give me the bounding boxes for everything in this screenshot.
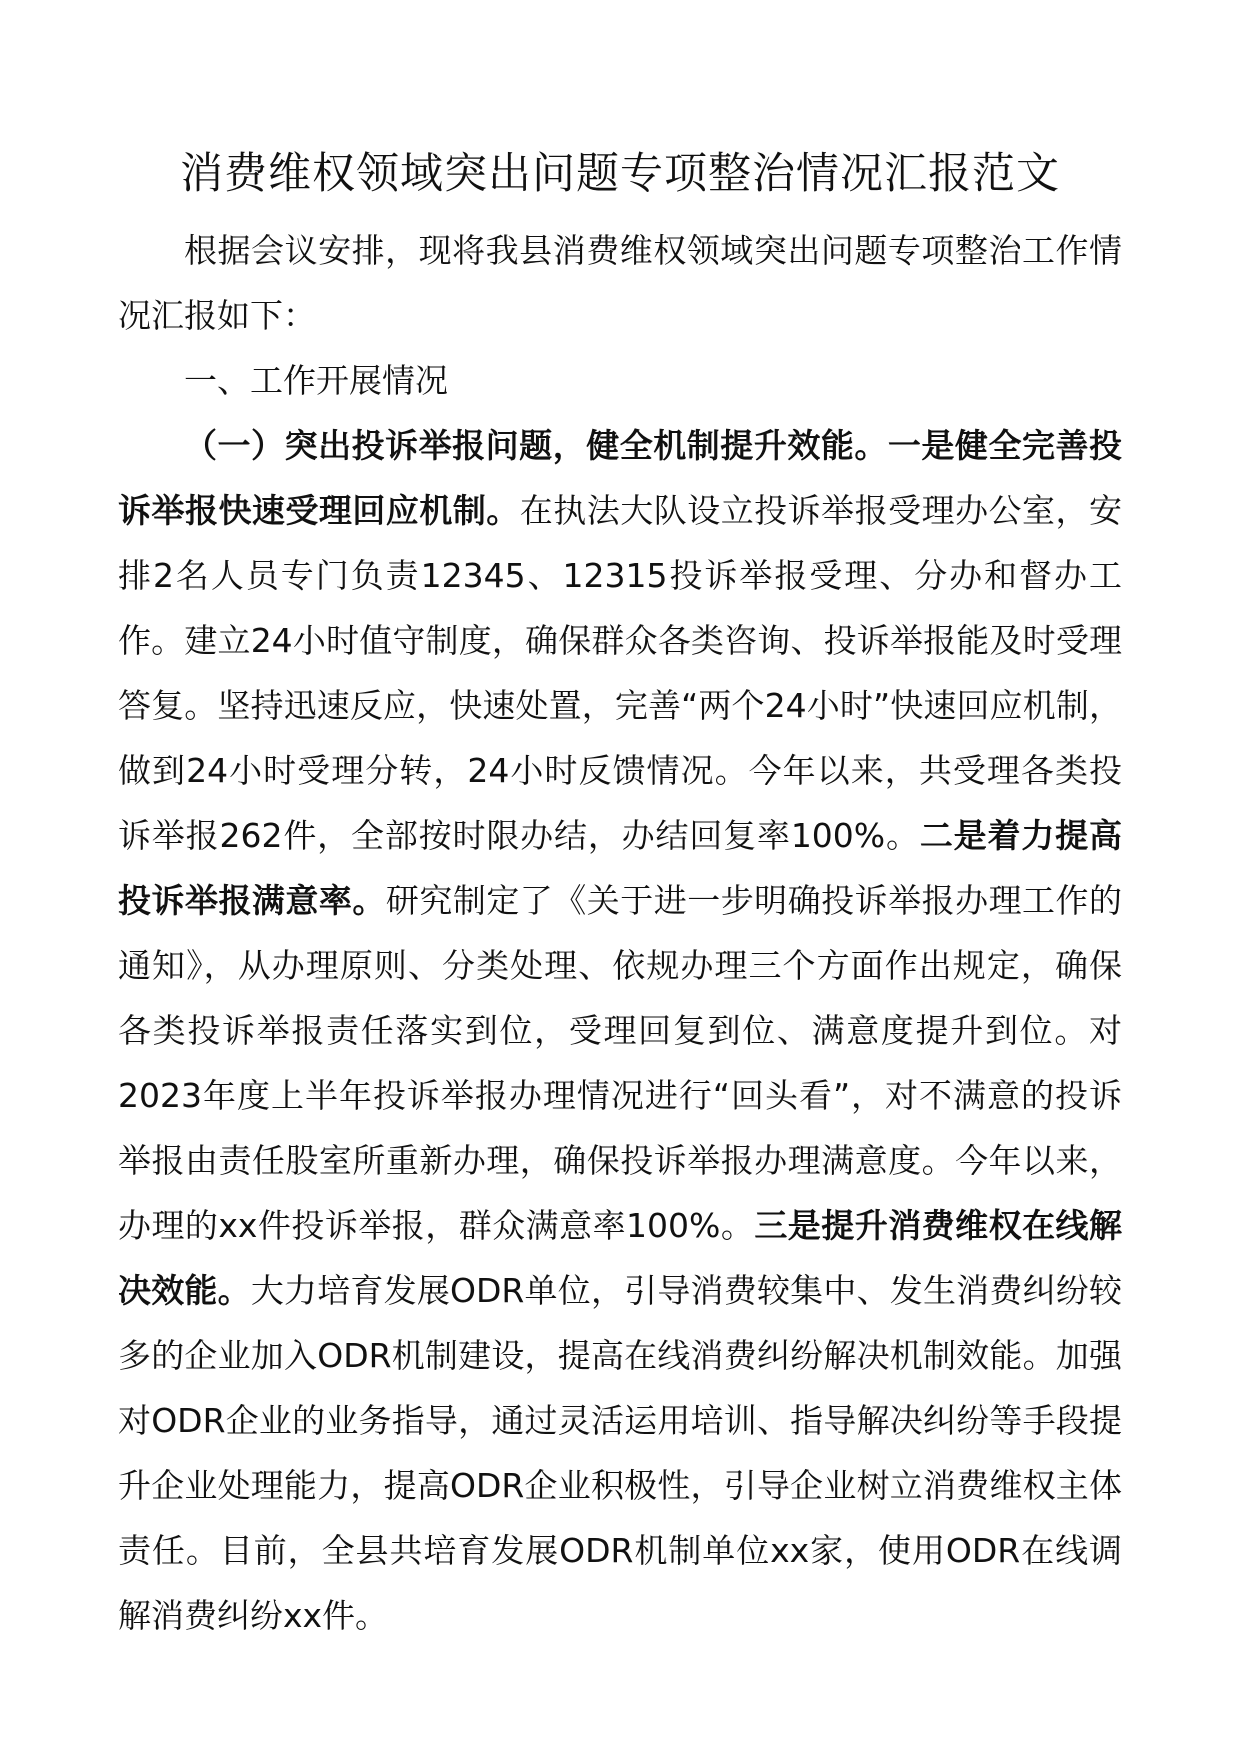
paragraph-text: 在执法大队设立投诉举报受理办公室，安排2名人员专门负责12345、12315投诉举报受理、分办和督办工作。建立24小时值守制度，确保群众各类咨询、投诉举报能及时受理答复。坚持迅速反应，快速处置，完善“两个24小时”快速回应机制，做到24小时受理分转，24小时反馈情况。今年以来，共受理各类投诉举报262件，全部按时限办结，办结回复率100%。 xyxy=(118,491,1123,855)
key-point-heading: 三是提升消费维权在线解决效能。 xyxy=(118,1206,1123,1310)
document-title: 消费维权领域突出问题专项整治情况汇报范文 xyxy=(180,149,1060,199)
body-paragraph xyxy=(118,413,1122,1648)
key-point-heading: 二是着力提高投诉举报满意率。 xyxy=(118,816,1122,920)
document-page xyxy=(118,138,1122,1648)
intro-paragraph: 根据会议安排，现将我县消费维权领域突出问题专项整治工作情况汇报如下： xyxy=(118,231,1122,335)
paragraph-text: 研究制定了《关于进一步明确投诉举报办理工作的通知》，从办理原则、分类处理、依规办理三个方面作出规定，确保各类投诉举报责任落实到位，受理回复到位、满意度提升到位。对2023年度上半年投诉举报办理情况进行“回头看”，对不满意的投诉举报由责任股室所重新办理，确保投诉举报办理满意度。今年以来，办理的xx件投诉举报，群众满意率100%。 xyxy=(118,881,1123,1245)
subsection-heading: （一）突出投诉举报问题，健全机制提升效能。一是健全完善投诉举报快速受理回应机制。 xyxy=(118,426,1122,530)
section-heading: 一、工作开展情况 xyxy=(184,361,448,400)
paragraph-text: 大力培育发展ODR单位，引导消费较集中、发生消费纠纷较多的企业加入ODR机制建设，提高在线消费纠纷解决机制效能。加强对ODR企业的业务指导，通过灵活运用培训、指导解决纠纷等手段提升企业处理能力，提高ODR企业积极性，引导企业树立消费维权主体责任。目前，全县共培育发展ODR机制单位xx家，使用ODR在线调解消费纠纷xx件。 xyxy=(118,1271,1122,1635)
